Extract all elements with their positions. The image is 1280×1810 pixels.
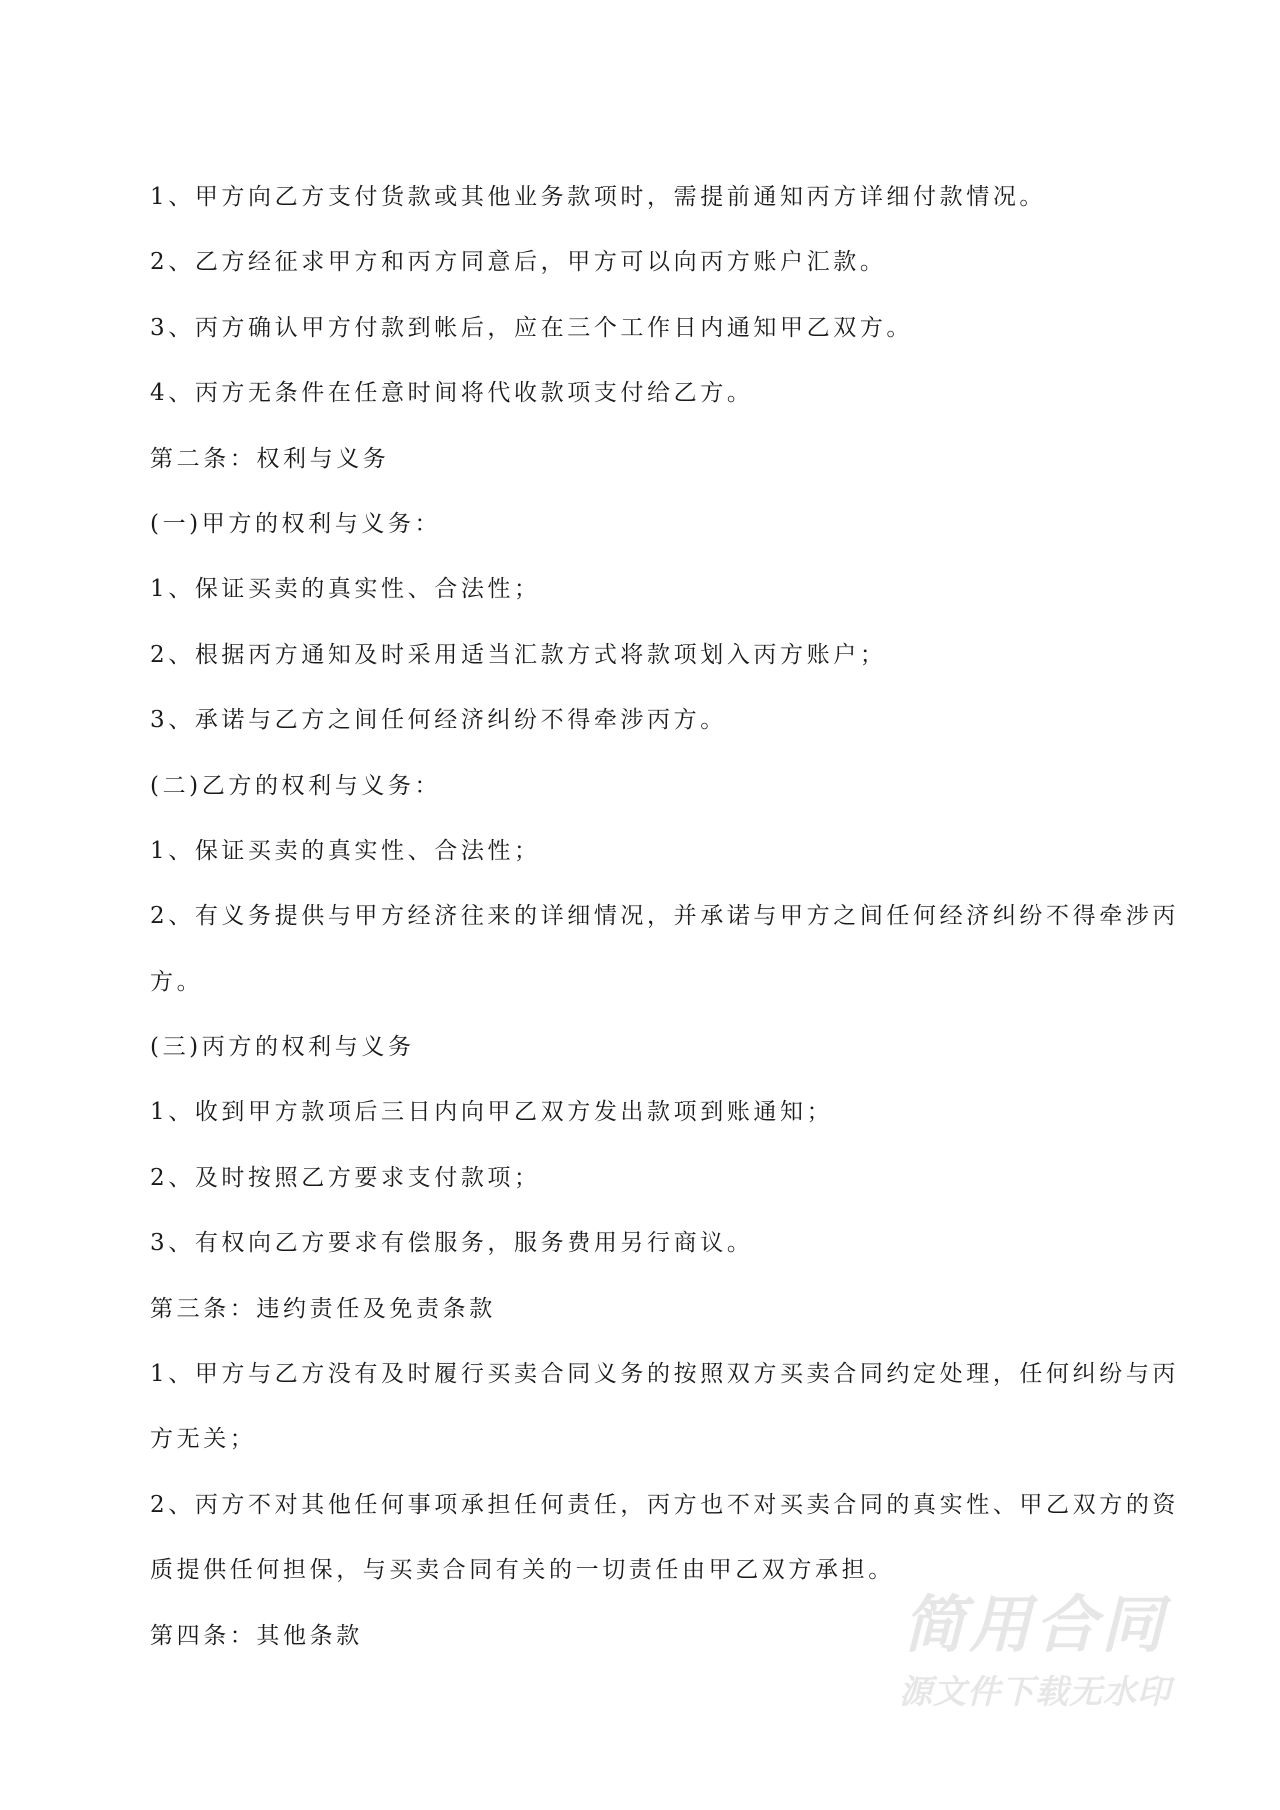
watermark-subtitle: 源文件下载无水印	[899, 1672, 1171, 1711]
watermark-title: 简用合同	[902, 1588, 1167, 1661]
text-line: 2、有义务提供与甲方经济往来的详细情况，并承诺与甲方之间任何经济纠纷不得牵涉丙	[150, 903, 1180, 930]
section-heading: 第三条：违约责任及免责条款	[150, 1295, 496, 1322]
text-line: 1、甲方向乙方支付货款或其他业务款项时，需提前通知丙方详细付款情况。	[150, 184, 1047, 210]
text-line: 4、丙方无条件在任意时间将代收款项支付给乙方。	[150, 380, 754, 407]
text-line: 质提供任何担保，与买卖合同有关的一切责任由甲乙双方承担。	[150, 1557, 895, 1584]
subsection-heading: (二)乙方的权利与义务：	[150, 772, 442, 799]
watermark	[880, 1590, 1190, 1714]
text-line: 方。	[150, 968, 204, 995]
text-line: 1、保证买卖的真实性、合法性；	[150, 576, 541, 603]
text-line: 方无关；	[150, 1426, 257, 1453]
text-line: 1、保证买卖的真实性、合法性；	[150, 837, 541, 864]
text-line: 2、根据丙方通知及时采用适当汇款方式将款项划入丙方账户；	[150, 641, 887, 668]
text-line: 2、丙方不对其他任何事项承担任何责任，丙方也不对买卖合同的真实性、甲乙双方的资	[150, 1491, 1180, 1518]
section-heading: 第四条：其他条款	[150, 1622, 363, 1649]
text-line: 2、乙方经征求甲方和丙方同意后，甲方可以向丙方账户汇款。	[150, 249, 887, 276]
text-line: 2、及时按照乙方要求支付款项；	[150, 1164, 541, 1191]
text-line: 1、甲方与乙方没有及时履行买卖合同义务的按照双方买卖合同约定处理，任何纠纷与丙	[150, 1361, 1180, 1388]
text-line: 3、有权向乙方要求有偿服务，服务费用另行商议。	[150, 1230, 754, 1257]
subsection-heading: (三)丙方的权利与义务	[150, 1034, 415, 1061]
section-heading: 第二条：权利与义务	[150, 445, 390, 472]
text-line: 1、收到甲方款项后三日内向甲乙双方发出款项到账通知；	[150, 1099, 834, 1126]
text-line: 3、丙方确认甲方付款到帐后，应在三个工作日内通知甲乙双方。	[150, 314, 914, 341]
subsection-heading: (一)甲方的权利与义务：	[150, 510, 442, 537]
text-line: 3、承诺与乙方之间任何经济纠纷不得牵涉丙方。	[150, 707, 727, 734]
document-body	[150, 165, 1180, 1669]
